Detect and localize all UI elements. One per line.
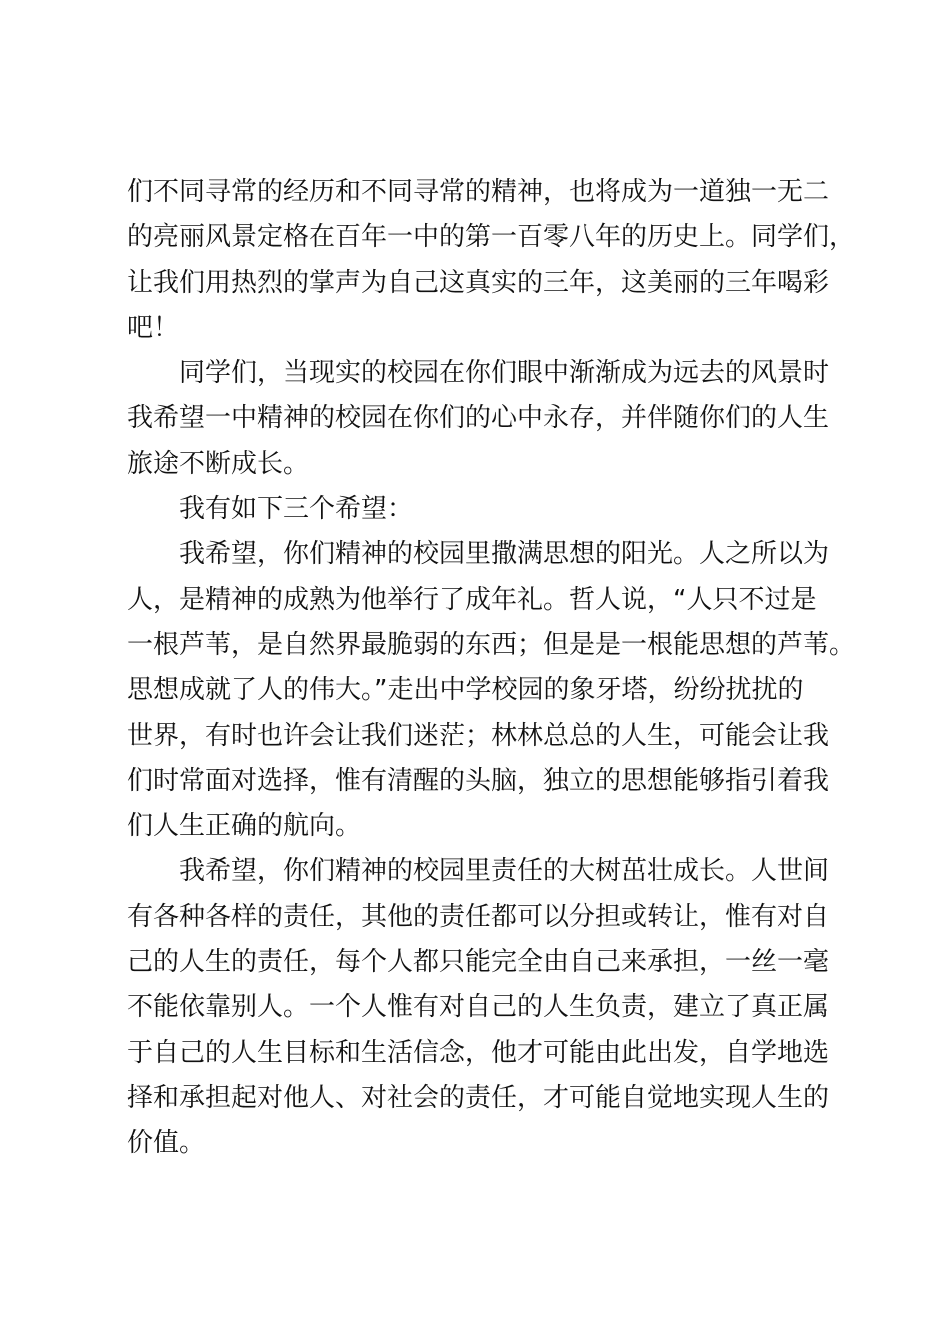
text-line: 我希望一中精神的校园在你们的心中永存，并伴随你们的人生 <box>127 403 830 434</box>
paragraph-first-line: 我有如下三个希望： <box>179 494 414 525</box>
text-line: 人，是精神的成熟为他举行了成年礼。哲人说，“人只不过是 <box>127 584 817 615</box>
text-line: 吧！ <box>127 312 180 343</box>
text-line: 的亮丽风景定格在百年一中的第一百零八年的历史上。同学们， <box>127 222 856 253</box>
text-line: 有各种各样的责任，其他的责任都可以分担或转让，惟有对自 <box>127 901 830 932</box>
text-line: 们不同寻常的经历和不同寻常的精神，也将成为一道独一无二 <box>127 177 830 207</box>
paragraph-first-line: 同学们，当现实的校园在你们眼中渐渐成为远去的风景时 <box>179 358 830 389</box>
text-line: 旅途不断成长。 <box>127 448 310 479</box>
text-line: 世界，有时也许会让我们迷茫；林林总总的人生，可能会让我 <box>127 720 830 751</box>
text-line: 一根芦苇，是自然界最脆弱的东西；但是是一根能思想的芦苇。 <box>127 629 856 660</box>
body-text <box>127 170 857 1167</box>
paragraph-first-line: 我希望，你们精神的校园里撒满思想的阳光。人之所以为 <box>179 539 830 570</box>
text-line: 己的人生的责任，每个人都只能完全由自己来承担，一丝一毫 <box>127 947 830 978</box>
text-line: 思想成就了人的伟大。”走出中学校园的象牙塔，纷纷扰扰的 <box>127 675 804 706</box>
text-line: 们人生正确的航向。 <box>127 811 362 842</box>
text-line: 价值。 <box>127 1128 206 1159</box>
paragraph-first-line: 我希望，你们精神的校园里责任的大树茁壮成长。人世间 <box>179 856 830 887</box>
text-line: 不能依靠别人。一个人惟有对自己的人生负责，建立了真正属 <box>127 992 830 1023</box>
text-line: 们时常面对选择，惟有清醒的头脑，独立的思想能够指引着我 <box>127 765 830 796</box>
text-line: 择和承担起对他人、对社会的责任，才可能自觉地实现人生的 <box>127 1082 830 1113</box>
text-line: 让我们用热烈的掌声为自己这真实的三年，这美丽的三年喝彩 <box>127 267 830 298</box>
text-line: 于自己的人生目标和生活信念，他才可能由此出发，自学地选 <box>127 1037 830 1068</box>
